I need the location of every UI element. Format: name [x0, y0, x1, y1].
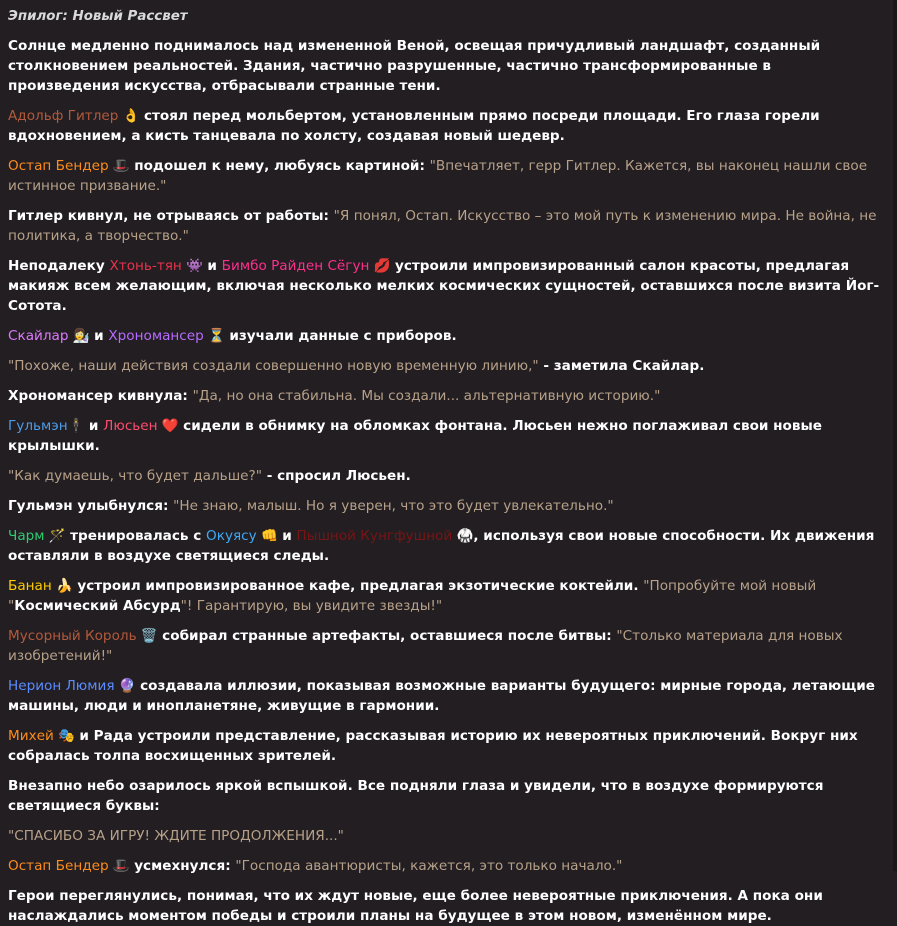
narration-text: , используя свои новые способности. Их движения оставляли в воздухе светящиеся следы. [8, 528, 875, 564]
dialogue-quote: "Впечатляет, герр Гитлер. Кажется, вы наконец нашли свое истинное призвание." [8, 158, 868, 194]
dialogue-quote: "Не знаю, малыш. Но я уверен, что это будет увлекательно." [173, 498, 614, 514]
story-paragraph [8, 726, 883, 766]
narration-text: собирал странные артефакты, оставшиеся после битвы: [162, 628, 617, 644]
character-name: Скайлар [8, 328, 69, 344]
narration-text: Гульмэн улыбнулся: [8, 498, 174, 514]
emoji-icon: 🥋 [452, 528, 474, 544]
narration-text: и [207, 258, 222, 274]
character-name: Михей [8, 728, 54, 744]
story-paragraph [8, 36, 883, 96]
dialogue-quote: "Попробуйте мой новый " [8, 578, 817, 614]
story-paragraph [8, 526, 883, 566]
narration-text: Гитлер кивнул, не отрываясь от работы: [8, 208, 334, 224]
narration-text: - спросил Люсьен. [261, 468, 411, 484]
narration-text: создавала иллюзии, показывая возможные варианты будущего: мирные города, летающие машины, люди и инопланетяне, живущие в гармонии. [8, 678, 876, 714]
story-paragraph [8, 466, 883, 486]
emoji-icon: 🍌 [51, 578, 78, 594]
story-paragraph [8, 106, 883, 146]
story-paragraph [8, 156, 883, 196]
story-paragraph [8, 626, 883, 666]
emoji-icon: 🎭 [53, 728, 80, 744]
character-name: Бимбо Райден Сёгун [221, 258, 370, 274]
emoji-icon: 💋 [369, 258, 395, 274]
character-name: Хтонь-тян [109, 258, 182, 274]
narration-text: Хрономансер кивнула: [8, 388, 193, 404]
story-paragraph [8, 886, 883, 926]
narration-text: Внезапно небо озарилось яркой вспышкой. Все подняли глаза и увидели, что в воздухе формируются светящиеся буквы: [8, 778, 824, 814]
narration-text: стоял перед мольбертом, установленным прямо посреди площади. Его глаза горели вдохновением, а кисть танцевала по холсту, создавая новый шедевр. [8, 108, 820, 144]
character-name: Мусорный Король [8, 628, 137, 644]
emoji-icon: 👩‍🔬 [68, 328, 95, 344]
character-name: Окуясу [206, 528, 257, 544]
narration-text: и [88, 418, 104, 434]
narration-text: изучали данные с приборов. [229, 328, 457, 344]
story-paragraph [8, 676, 883, 716]
emoji-icon: ⏳ [203, 328, 230, 344]
dialogue-quote: "Похоже, наши действия создали совершенно новую временную линию," [8, 358, 539, 374]
character-name: Остап Бендер [8, 158, 109, 174]
emoji-icon: 👊 [256, 528, 283, 544]
story-paragraph [8, 386, 883, 406]
character-name: Чарм [8, 528, 45, 544]
narration-text: - заметила Скайлар. [538, 358, 705, 374]
character-name: Пышной Кунгфушной [296, 528, 453, 544]
emoji-icon: 🔮 [114, 678, 141, 694]
dialogue-quote: "Да, но она стабильна. Мы создали... альтернативную историю." [192, 388, 661, 404]
story-paragraph [8, 416, 883, 456]
character-name: Хрономансер [108, 328, 204, 344]
narration-text: подошел к нему, любуясь картиной: [134, 158, 430, 174]
narration-text: устроили импровизированный салон красоты, предлагая макияж всем желающим, включая несколько мелких космических сущностей, оставшихся после визита Йог-Сотота. [8, 258, 880, 314]
emoji-icon: 🎩 [108, 858, 135, 874]
narration-text: Солнце медленно поднималось над измененной Веной, освещая причудливый ландшафт, созданный столкновением реальностей. Здания, частично разрушенные, частично трансформированные в произведения искусства, отбрасывали странные тени. [8, 38, 821, 94]
narration-text: Герои переглянулись, понимая, что их ждут новые, еще более невероятные приключения. А пока они наслаждались моментом победы и строили планы на будущее в этом новом, изменённом мире. [8, 888, 823, 924]
emoji-icon: ❤️ [157, 418, 184, 434]
character-name: Гульмэн [8, 418, 68, 434]
dialogue-quote: "СПАСИБО ЗА ИГРУ! ЖДИТЕ ПРОДОЛЖЕНИЯ..." [8, 828, 344, 844]
story-paragraphs [8, 36, 883, 926]
dialogue-quote: "Господа авантюристы, кажется, это только начало." [235, 858, 623, 874]
story-paragraph [8, 856, 883, 876]
story-paragraph [8, 496, 883, 516]
dialogue-quote: "Как думаешь, что будет дальше?" [8, 468, 262, 484]
narration-text: и [94, 328, 109, 344]
story-paragraph [8, 356, 883, 376]
narration-text: и [282, 528, 297, 544]
story-paragraph [8, 206, 883, 246]
dialogue-quote: "Столько материала для новых изобретений!" [8, 628, 843, 664]
story-paragraph [8, 776, 883, 816]
narration-text: Космический Абсурд [14, 598, 181, 614]
narration-text: тренировалась с [70, 528, 207, 544]
story-paragraph [8, 576, 883, 616]
story-paragraph [8, 256, 883, 316]
character-name: Нерион Люмия [8, 678, 115, 694]
emoji-icon: 🕴 [67, 418, 89, 434]
epilogue-title: Эпилог: Новый Рассвет [8, 9, 188, 24]
character-name: Банан [8, 578, 52, 594]
emoji-icon: 🗑️ [136, 628, 163, 644]
narration-text: Неподалеку [8, 258, 110, 274]
narration-text: устроил импровизированное кафе, предлагая экзотические коктейли. [77, 578, 644, 594]
character-name: Адольф Гитлер [8, 108, 119, 124]
character-name: Люсьен [103, 418, 158, 434]
narration-text: усмехнулся: [134, 858, 236, 874]
story-paragraph [8, 826, 883, 846]
dialogue-quote: "! Гарантирую, вы увидите звезды!" [180, 598, 443, 614]
narration-text: и Рада устроили представление, рассказывая историю их невероятных приключений. Вокруг них собралась толпа восхищенных зрителей. [8, 728, 858, 764]
emoji-icon: 🪄 [44, 528, 71, 544]
emoji-icon: 🎩 [108, 158, 135, 174]
emoji-icon: 👾 [181, 258, 208, 274]
emoji-icon: 👌 [118, 108, 144, 124]
dialogue-quote: "Я понял, Остап. Искусство – это мой путь к изменению мира. Не война, не политика, а творчество." [8, 208, 877, 244]
character-name: Остап Бендер [8, 858, 109, 874]
story-paragraph [8, 326, 883, 346]
narration-text: сидели в обнимку на обломках фонтана. Люсьен нежно поглаживал свои новые крылышки. [8, 418, 823, 454]
scrollbar-track[interactable] [893, 0, 897, 871]
